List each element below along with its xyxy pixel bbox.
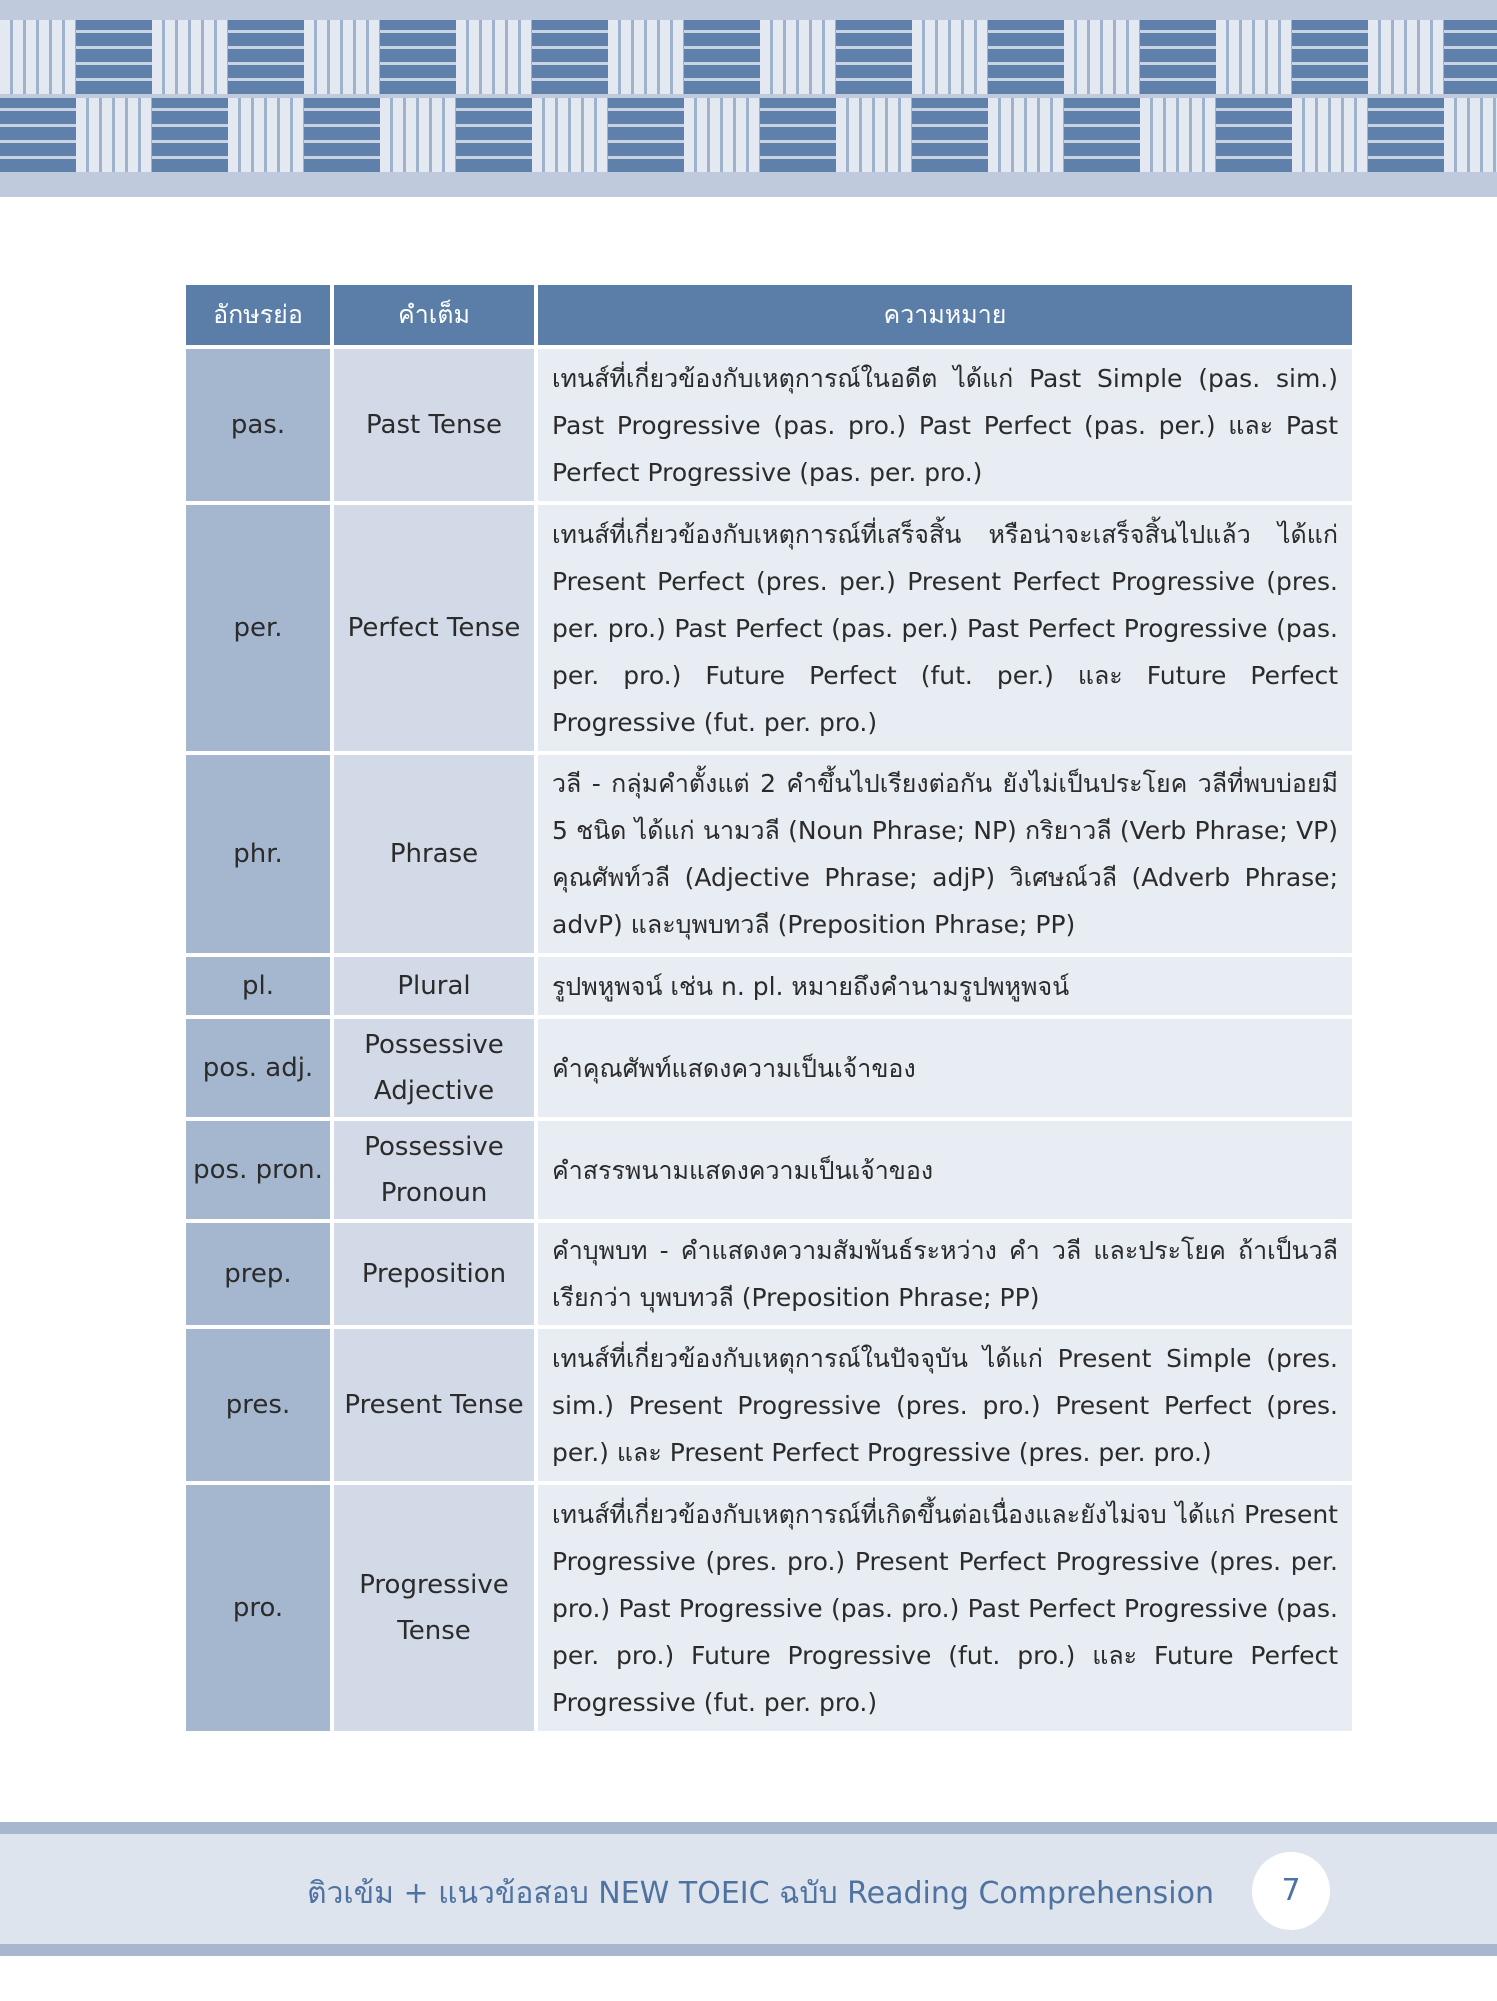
pattern-tile bbox=[684, 20, 760, 94]
meaning-cell: รูปพหูพจน์ เช่น n. pl. หมายถึงคำนามรูปพหูพจน์ bbox=[538, 957, 1352, 1015]
page-number: 7 bbox=[1281, 1873, 1301, 1908]
meaning-cell: วลี - กลุ่มคำตั้งแต่ 2 คำขึ้นไปเรียงต่อกัน ยังไม่เป็นประโยค วลีที่พบบ่อยมี 5 ชนิด ได้แก่ นามวลี (Noun Phrase; NP) กริยาวลี (Verb Phrase; VP) คุณศัพท์วลี (Adjective Phrase; adjP) วิเศษณ์วลี (Adverb Phrase; advP) และบุพบทวลี (Preposition Phrase; PP) bbox=[538, 755, 1352, 953]
meaning-cell: คำสรรพนามแสดงความเป็นเจ้าของ bbox=[538, 1121, 1352, 1219]
full-term-cell: Possessive Adjective bbox=[334, 1019, 534, 1117]
pattern-tile bbox=[76, 98, 152, 172]
decorative-pattern bbox=[0, 20, 1497, 172]
pattern-tile bbox=[1292, 98, 1368, 172]
meaning-cell: เทนส์ที่เกี่ยวข้องกับเหตุการณ์ในปัจจุบัน ได้แก่ Present Simple (pres. sim.) Present Progressive (pres. pro.) Present Perfect (pres. per.) และ Present Perfect Progressive (pres. per. pro.) bbox=[538, 1329, 1352, 1481]
abbreviation-cell: pro. bbox=[186, 1485, 330, 1731]
abbreviation-cell: pas. bbox=[186, 349, 330, 501]
pattern-tile bbox=[456, 20, 532, 94]
table-row bbox=[186, 1019, 1352, 1117]
pattern-tile bbox=[152, 20, 228, 94]
pattern-tile bbox=[304, 20, 380, 94]
pattern-tile bbox=[912, 98, 988, 172]
pattern-tile bbox=[532, 98, 608, 172]
table-row bbox=[186, 755, 1352, 953]
full-term-cell: Present Tense bbox=[334, 1329, 534, 1481]
table-header-row bbox=[186, 285, 1352, 345]
pattern-tile bbox=[1292, 20, 1368, 94]
table-row bbox=[186, 1223, 1352, 1325]
full-term-cell: Possessive Pronoun bbox=[334, 1121, 534, 1219]
pattern-tile bbox=[380, 20, 456, 94]
abbreviation-cell: prep. bbox=[186, 1223, 330, 1325]
table-row bbox=[186, 1121, 1352, 1219]
table-row bbox=[186, 505, 1352, 751]
pattern-tile bbox=[1444, 20, 1497, 94]
pattern-tile bbox=[76, 20, 152, 94]
meaning-cell: เทนส์ที่เกี่ยวข้องกับเหตุการณ์ในอดีต ได้แก่ Past Simple (pas. sim.) Past Progressive (pas. pro.) Past Perfect (pas. per.) และ Past Perfect Progressive (pas. per. pro.) bbox=[538, 349, 1352, 501]
pattern-tile bbox=[1064, 98, 1140, 172]
meaning-cell: คำคุณศัพท์แสดงความเป็นเจ้าของ bbox=[538, 1019, 1352, 1117]
abbreviation-cell: per. bbox=[186, 505, 330, 751]
pattern-tile bbox=[1368, 20, 1444, 94]
full-term-cell: Plural bbox=[334, 957, 534, 1015]
meaning-cell: เทนส์ที่เกี่ยวข้องกับเหตุการณ์ที่เสร็จสิ้น หรือน่าจะเสร็จสิ้นไปแล้ว ได้แก่ Present Perfect (pres. per.) Present Perfect Progressive (pres. per. pro.) Past Perfect (pas. per.) Past Perfect Progressive (pas. per. pro.) Future Perfect (fut. per.) และ Future Perfect Progressive (fut. per. pro.) bbox=[538, 505, 1352, 751]
pattern-tile bbox=[1444, 98, 1497, 172]
pattern-row bbox=[0, 98, 1497, 172]
pattern-row bbox=[0, 20, 1497, 94]
pattern-tile bbox=[1140, 98, 1216, 172]
pattern-tile bbox=[760, 20, 836, 94]
pattern-tile bbox=[1368, 98, 1444, 172]
pattern-tile bbox=[684, 98, 760, 172]
pattern-tile bbox=[836, 20, 912, 94]
meaning-cell: คำบุพบท - คำแสดงความสัมพันธ์ระหว่าง คำ วลี และประโยค ถ้าเป็นวลี เรียกว่า บุพบทวลี (Preposition Phrase; PP) bbox=[538, 1223, 1352, 1325]
pattern-tile bbox=[912, 20, 988, 94]
page-number-badge bbox=[1252, 1852, 1330, 1930]
full-term-cell: Perfect Tense bbox=[334, 505, 534, 751]
full-term-cell: Progressive Tense bbox=[334, 1485, 534, 1731]
pattern-tile bbox=[1064, 20, 1140, 94]
footer-bottom-rule bbox=[0, 1944, 1497, 1956]
table-row bbox=[186, 349, 1352, 501]
pattern-tile bbox=[0, 20, 76, 94]
pattern-tile bbox=[608, 20, 684, 94]
abbreviation-table bbox=[182, 281, 1356, 1735]
footer-top-rule bbox=[0, 1822, 1497, 1834]
abbreviation-cell: pos. adj. bbox=[186, 1019, 330, 1117]
abbreviation-cell: pres. bbox=[186, 1329, 330, 1481]
abbreviation-cell: phr. bbox=[186, 755, 330, 953]
column-header-meaning: ความหมาย bbox=[538, 285, 1352, 345]
pattern-tile bbox=[228, 20, 304, 94]
pattern-tile bbox=[228, 98, 304, 172]
meaning-cell: เทนส์ที่เกี่ยวข้องกับเหตุการณ์ที่เกิดขึ้นต่อเนื่องและยังไม่จบ ได้แก่ Present Progressive (pres. pro.) Present Perfect Progressive (pres. per. pro.) Past Progressive (pas. pro.) Past Perfect Progressive (pas. per. pro.) Future Progressive (fut. pro.) และ Future Perfect Progressive (fut. per. pro.) bbox=[538, 1485, 1352, 1731]
pattern-tile bbox=[608, 98, 684, 172]
pattern-tile bbox=[152, 98, 228, 172]
pattern-tile bbox=[988, 98, 1064, 172]
full-term-cell: Phrase bbox=[334, 755, 534, 953]
table-row bbox=[186, 1485, 1352, 1731]
pattern-tile bbox=[304, 98, 380, 172]
pattern-tile bbox=[836, 98, 912, 172]
pattern-tile bbox=[1140, 20, 1216, 94]
abbreviation-cell: pos. pron. bbox=[186, 1121, 330, 1219]
pattern-tile bbox=[1216, 20, 1292, 94]
pattern-tile bbox=[760, 98, 836, 172]
pattern-tile bbox=[988, 20, 1064, 94]
column-header-abbreviation: อักษรย่อ bbox=[186, 285, 330, 345]
pattern-tile bbox=[532, 20, 608, 94]
pattern-tile bbox=[0, 98, 76, 172]
footer-book-title: ติวเข้ม + แนวข้อสอบ NEW TOEIC ฉบับ Reading Comprehension bbox=[307, 1876, 1214, 1911]
table-row bbox=[186, 957, 1352, 1015]
full-term-cell: Preposition bbox=[334, 1223, 534, 1325]
pattern-tile bbox=[380, 98, 456, 172]
pattern-tile bbox=[456, 98, 532, 172]
header-pattern-band bbox=[0, 0, 1497, 197]
pattern-tile bbox=[1216, 98, 1292, 172]
abbreviation-cell: pl. bbox=[186, 957, 330, 1015]
full-term-cell: Past Tense bbox=[334, 349, 534, 501]
table-row bbox=[186, 1329, 1352, 1481]
column-header-full-term: คำเต็ม bbox=[334, 285, 534, 345]
